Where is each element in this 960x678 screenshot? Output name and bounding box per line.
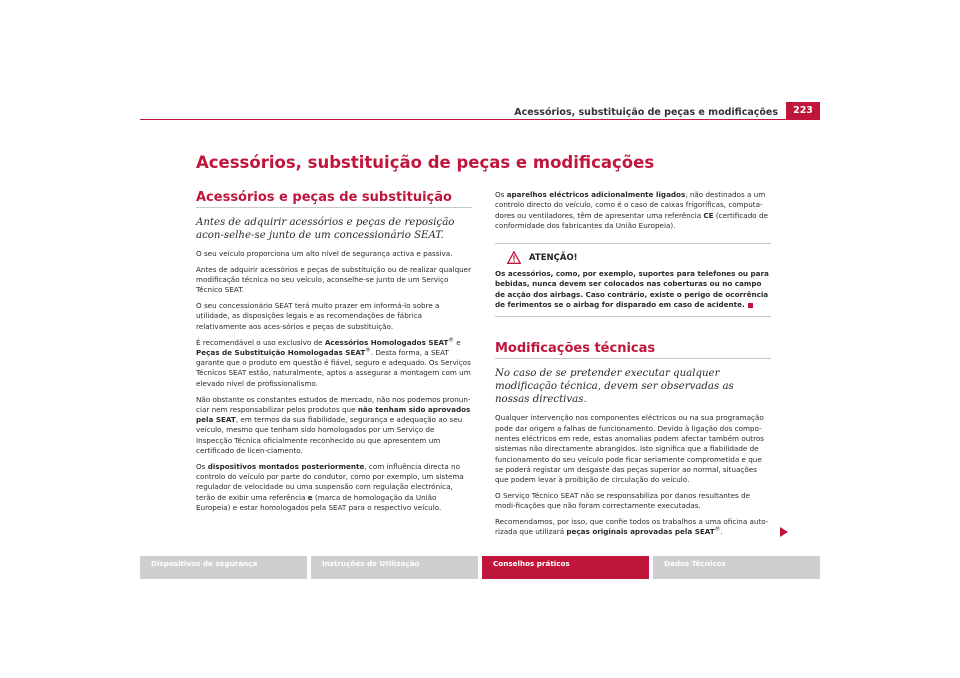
- paragraph: É recomendável o uso exclusivo de Acessórios Homologados SEAT® e Peças de Substituição Homologadas SEAT®. Desta forma, a SEAT garante que o produto em questão é fiável, seguro e adequado. Os Serviços Técnicos SEAT estão, naturalmente, aptos a assegurar a montagem com um elevado nível de profissionalismo.: [196, 337, 471, 388]
- section-intro-technical-modifications: No caso de se pretender executar qualquer modificação técnica, devem ser observadas as nossas directivas.: [495, 368, 734, 406]
- header-rule: [140, 119, 820, 120]
- paragraph: Os aparelhos eléctricos adicionalmente ligados, não destinados a um controlo directo do veículo, como é o caso de caixas frigoríficas, computa-dores ou ventiladores, têm de apresentar uma referência CE (certificado de conformidade dos fabricantes da União Europeia).: [495, 190, 768, 230]
- end-of-section-mark: [748, 303, 753, 308]
- warning-text: Os acessórios, como, por exemplo, suportes para telefones ou para bebidas, nunca devem ser colocados nas coberturas ou no campo de acção dos airbags. Caso contrário, existe o perigo de ocorrência de ferimentos se o airbag for disparado em caso de acidente.: [495, 269, 769, 310]
- paragraph: Não obstante os constantes estudos de mercado, não nos podemos pronun-ciar nem responsabilizar pelos produtos que não tenham sido aprovados pela SEAT, em termos da sua fiabilidade, segurança e adequação ao seu veículo, mesmo que tenham sido homologados por um Serviço de Inspecção Técnica oficialmente reconhecido ou que apresentem um certificado de licen-ciamento.: [196, 394, 471, 456]
- paragraph: O Serviço Técnico SEAT não se responsabiliza por danos resultantes de modi-ficações que não foram correctamente executadas.: [495, 490, 751, 511]
- footer-tab-safety[interactable]: Dispositivos de segurança: [140, 556, 307, 579]
- warning-box: [495, 243, 771, 317]
- right-column: [495, 190, 771, 543]
- footer-tab-instructions[interactable]: Instruções de Utilização: [311, 556, 478, 579]
- footer-tab-technical-data[interactable]: Dados Técnicos: [653, 556, 820, 579]
- paragraph: Os dispositivos montados posteriormente, com influência directa no controlo do veículo por parte do condutor, como por exemplo, um sistema regulador de velocidade ou uma suspensão com regulação electrónica, terão de exibir uma referência e (marca de homologação da União Europeia) e estar homologados pela SEAT para o respectivo veículo.: [196, 461, 464, 513]
- warning-header: [495, 251, 771, 264]
- paragraph: Qualquer intervenção nos componentes eléctricos ou na sua programação pode dar origem a falhas de funcionamento. Devido à ligação dos compo-nentes eléctricos em rede, estas anomalias podem afectar também outros sistemas não directamente abrangidos. Isto significa que a fiabilidade de funcionamento do seu veículo pode ficar seriamente comprometida e que se poderá registar um desgaste das peças superior ao normal, situações que podem levar à proibição de circulação do veículo.: [495, 413, 765, 485]
- section-intro-accessories: Antes de adquirir acessórios e peças de reposição acon-selhe-se junto de um concessionário SEAT.: [196, 217, 455, 241]
- footer-tab-practical-tips[interactable]: Conselhos práticos: [482, 556, 649, 579]
- page-number: 223: [786, 102, 820, 119]
- paragraph: Antes de adquirir acessórios e peças de substituição ou de realizar qualquer modificação técnica no seu veículo, aconselhe-se junto de um Serviço Técnico SEAT.: [196, 264, 472, 295]
- left-column: [196, 190, 472, 519]
- section-title-accessories: Acessórios e peças de substituição: [196, 190, 472, 208]
- warning-triangle-icon: [507, 251, 521, 264]
- running-header: Acessórios, substituição de peças e modificações: [514, 107, 778, 118]
- paragraph: O seu concessionário SEAT terá muito prazer em informá-lo sobre a utilidade, as disposições legais e as recomendações de fábrica relativamente aos aces-sórios e peças de substituição.: [196, 301, 440, 331]
- warning-title: ATENÇÃO!: [529, 252, 578, 263]
- section-title-technical-modifications: Modificações técnicas: [495, 341, 771, 359]
- paragraph: Recomendamos, por isso, que confie todos os trabalhos a uma oficina auto-rizada que utilizará peças originais aprovadas pela SEAT®.: [495, 517, 769, 537]
- page-title: Acessórios, substituição de peças e modificações: [196, 153, 655, 172]
- paragraph: O seu veículo proporciona um alto nível de segurança activa e passiva.: [196, 249, 453, 258]
- next-page-arrow-icon[interactable]: [780, 527, 788, 537]
